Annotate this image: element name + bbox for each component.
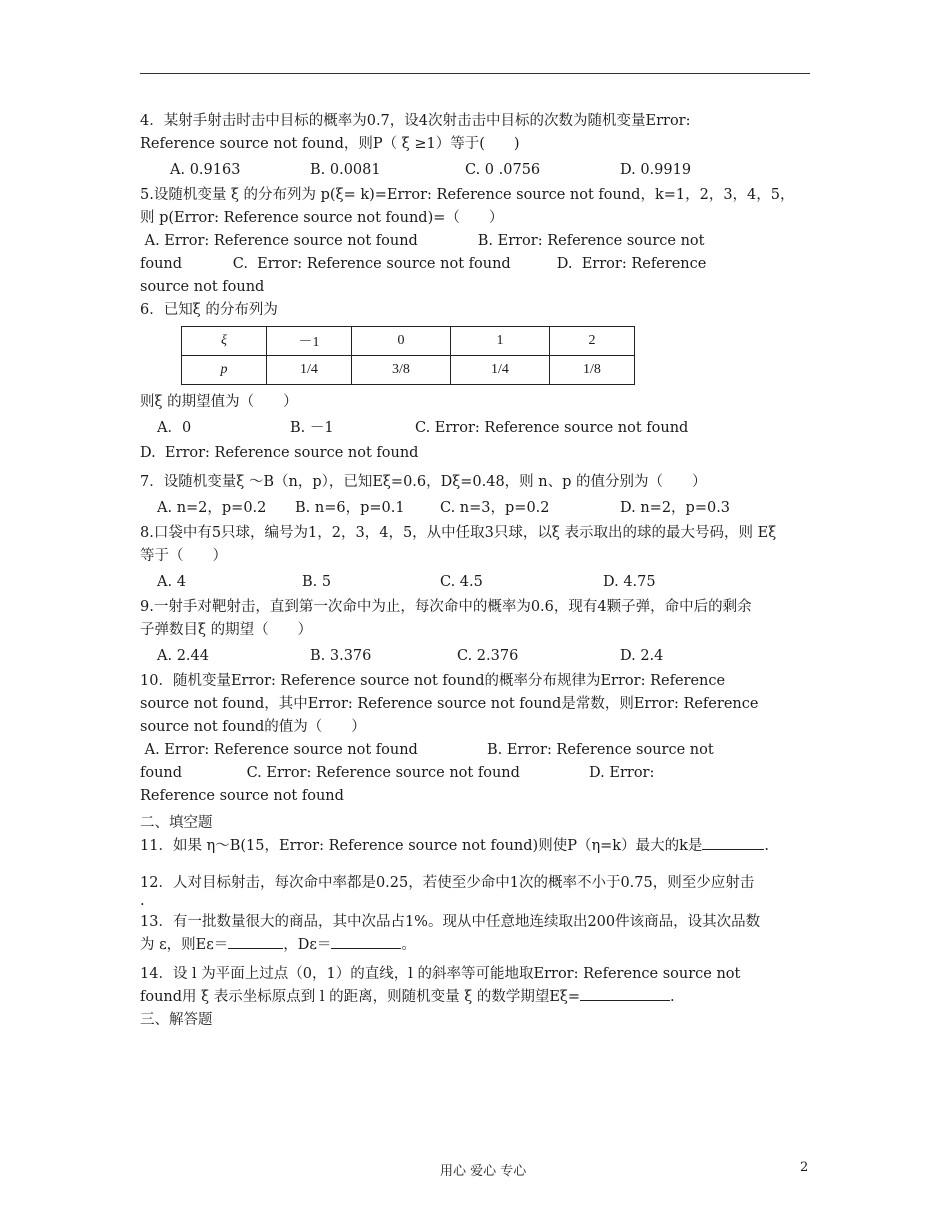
q13-text-b: ，Dε＝ [283,937,332,953]
table-cell: 1/8 [550,356,635,385]
q13-text-a: 为 ε，则Eε＝ [140,937,229,953]
q9-option-b: B. 3.376 [310,648,372,664]
q5-stem-line2: 则 p(Error: Reference source not found)=（ ） [140,210,504,226]
table-cell: ξ [182,327,267,356]
q9-option-a: A. 2.44 [157,648,209,664]
q14-answer-blank[interactable] [580,986,670,1001]
q13-answer-blank-e[interactable] [228,934,283,949]
q6-option-c: C. Error: Reference source not found [415,420,689,436]
table-cell: 3/8 [352,356,451,385]
q4-option-b: B. 0.0081 [310,162,381,178]
table-cell: p [182,356,267,385]
q13-text-c: 。 [401,937,416,953]
q8-stem-line1: 8.口袋中有5只球，编号为1，2，3，4，5，从中任取3只球，以ξ 表示取出的球的最大号码，则 Eξ [140,525,777,541]
q7-option-a: A. n=2，p=0.2 [157,500,267,516]
q11-answer-blank[interactable] [702,835,764,850]
q8-options [140,568,815,596]
q12-stem-line2: . [140,893,145,909]
q7-stem: 7．设随机变量ξ ～B（n，p），已知Eξ=0.6，Dξ=0.48，则 n、p 的值分别为（ ） [140,474,707,490]
footer-motto: 用心 爱心 专心 [440,1164,527,1179]
q6-option-b: B. －1 [290,420,334,436]
q5-options-line2: found C. Error: Reference source not found D. Error: Reference [140,256,707,272]
table-row [182,356,635,385]
q7-option-c: C. n=3，p=0.2 [440,500,550,516]
q11-stem: 11．如果 η～B(15，Error: Reference source not found)则使P（η=k）最大的k是 . [140,835,815,858]
q4-option-c: C. 0 .0756 [465,162,541,178]
q6-question: 则ξ 的期望值为（ ） [140,394,298,410]
q7-option-d: D. n=2，p=0.3 [620,500,731,516]
q8-stem-line2: 等于（ ） [140,548,227,564]
q4-stem-line1: 4．某射手射击时击中目标的概率为0.7，设4次射击击中目标的次数为随机变量Error: [140,113,691,129]
q8-option-b: B. 5 [302,574,332,590]
q7-option-b: B. n=6，p=0.1 [295,500,405,516]
q7-options [140,494,815,522]
table-cell: 2 [550,327,635,356]
q4-option-a: A. 0.9163 [170,162,241,178]
table-row [182,327,635,356]
q10-stem-line2: source not found，其中Error: Reference source not found是常数，则Error: Reference [140,696,759,712]
q9-stem-line2: 子弹数目ξ 的期望（ ） [140,622,313,638]
q8-option-c: C. 4.5 [440,574,483,590]
table-cell: 0 [352,327,451,356]
q11-text: 11．如果 η～B(15，Error: Reference source not found)则使P（η=k）最大的k是 [140,838,703,854]
q4-stem-line2: Reference source not found，则P（ ξ ≥1）等于( ) [140,136,520,152]
q12-stem-line1: 12．人对目标射击，每次命中率都是0.25，若使至少命中1次的概率不小于0.75，则至少应射击 [140,875,755,891]
q13-answer-blank-d[interactable] [331,934,401,949]
q14-end: . [670,989,675,1005]
q14-stem-line1: 14．设 l 为平面上过点（0，1）的直线，l 的斜率等可能地取Error: Reference source not [140,966,741,982]
table-cell: －1 [267,327,352,356]
q6-option-a: A．0 [157,420,192,436]
distribution-table [181,326,635,385]
q9-stem-line1: 9.一射手对靶射击，直到第一次命中为止，每次命中的概率为0.6，现有4颗子弹，命中后的剩余 [140,599,752,615]
q10-options-line1: A. Error: Reference source not found B. Error: Reference source not [140,742,714,758]
section-heading-fill-in: 二、填空题 [140,815,213,831]
header-rule [140,73,810,74]
q10-stem-line3: source not found的值为（ ） [140,719,366,735]
section-heading-answers: 三、解答题 [140,1012,213,1028]
q6-stem: 6．已知ξ 的分布列为 [140,302,278,318]
q9-option-d: D. 2.4 [620,648,664,664]
table-cell: 1/4 [267,356,352,385]
q5-options-line3: source not found [140,279,265,295]
q6-options [140,414,815,442]
q10-options-line2: found C. Error: Reference source not found D. Error: [140,765,655,781]
q6-option-d: D. Error: Reference source not found [140,445,419,461]
q14-stem-line2 [140,986,815,1009]
q8-option-d: D. 4.75 [603,574,656,590]
q9-option-c: C. 2.376 [457,648,519,664]
q13-stem-line2 [140,934,815,957]
q14-text: found用 ξ 表示坐标原点到 l 的距离，则随机变量 ξ 的数学期望Eξ= [140,989,581,1005]
q13-stem-line1: 13．有一批数量很大的商品，其中次品占1%。现从中任意地连续取出200件该商品，设其次品数 [140,914,761,930]
q10-stem-line1: 10．随机变量Error: Reference source not found的概率分布规律为Error: Reference [140,673,726,689]
q8-option-a: A. 4 [157,574,186,590]
table-cell: 1/4 [451,356,550,385]
q4-options [140,156,815,184]
q9-options [140,642,815,670]
table-cell: 1 [451,327,550,356]
q5-stem-line1: 5.设随机变量 ξ 的分布列为 p(ξ= k)=Error: Reference source not found，k=1，2，3，4，5， [140,187,795,203]
q4-option-d: D. 0.9919 [620,162,692,178]
q10-options-line3: Reference source not found [140,788,344,804]
page-number: 2 [800,1160,809,1175]
q5-options-line1: A. Error: Reference source not found B. Error: Reference source not [140,233,705,249]
document-body [140,110,815,1032]
